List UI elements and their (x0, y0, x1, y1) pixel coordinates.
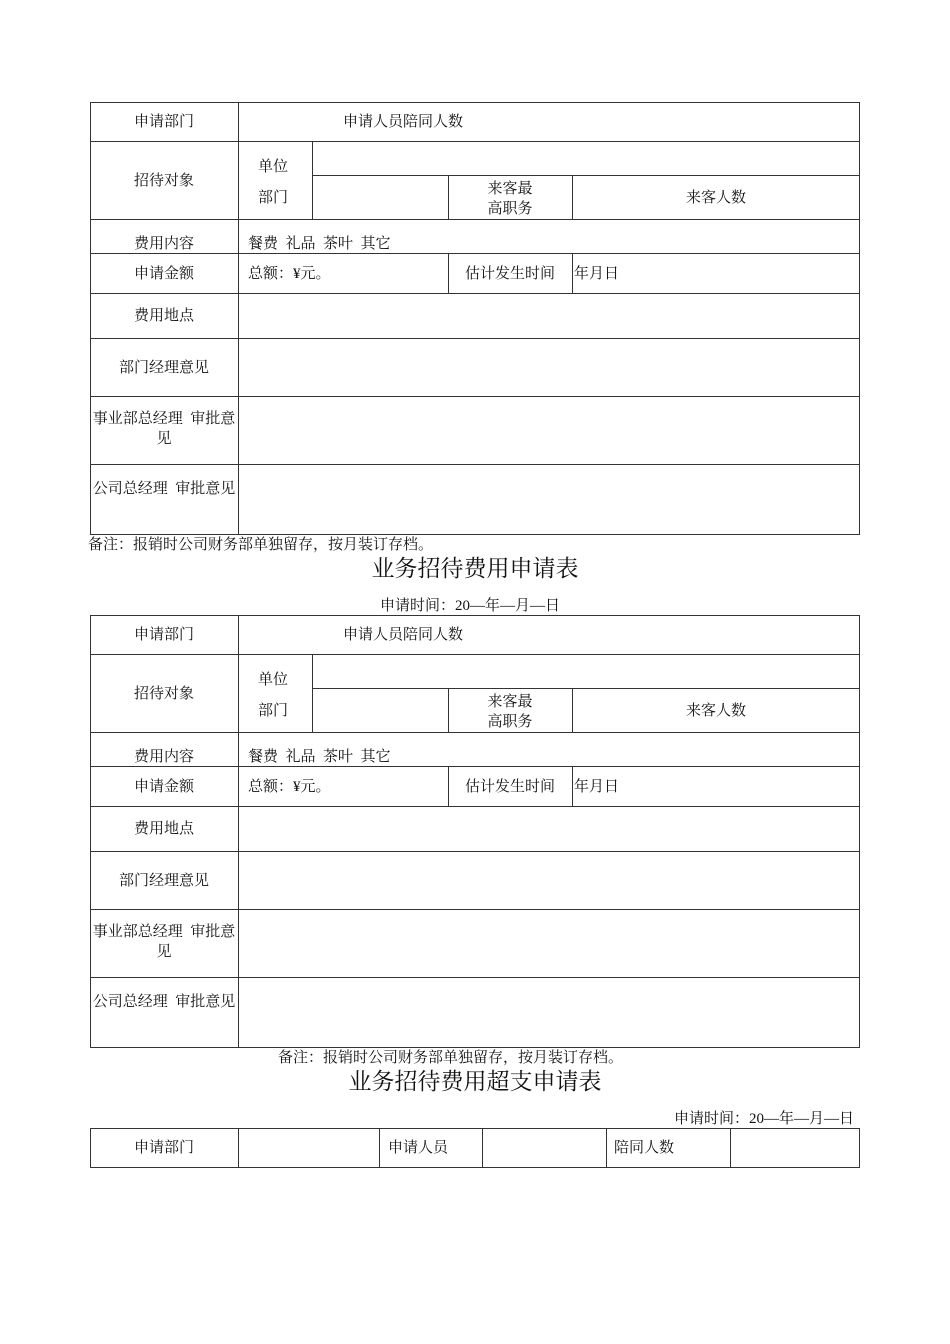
sub-dept-label: 部门 (258, 190, 289, 206)
dept-label: 申请部门 (133, 114, 194, 130)
division-gm-input[interactable] (240, 911, 858, 975)
dept-manager-input[interactable] (240, 853, 858, 907)
unit-input[interactable] (314, 656, 858, 686)
unit-label: 单位 (258, 159, 289, 175)
guest-count-label: 来客人数 (685, 190, 746, 206)
dept-manager-label: 部门经理意见 (118, 873, 209, 889)
division-gm-label: 事业部总经理 审批意见 (92, 411, 236, 447)
dept-label: 申请部门 (133, 627, 194, 643)
overspend-dept-label: 申请部门 (133, 1140, 194, 1156)
amount-label: 申请金额 (133, 266, 194, 282)
form-2 (90, 615, 860, 1048)
place-label: 费用地点 (133, 821, 194, 837)
est-time-label: 估计发生时间 (464, 266, 555, 282)
unit-label: 单位 (258, 672, 289, 688)
place-label: 费用地点 (133, 308, 194, 324)
est-time-label: 估计发生时间 (464, 779, 555, 795)
form-1 (90, 102, 860, 535)
content-value[interactable]: 餐费 礼品 茶叶 其它 (248, 236, 391, 252)
unit-input[interactable] (314, 143, 858, 173)
place-input[interactable] (240, 808, 858, 849)
highest-title-label: 来客最 高职务 (487, 694, 533, 730)
persons-label: 申请人员陪同人数 (342, 114, 463, 130)
form-2-date: 申请时间：20—年—月—日 (380, 598, 561, 614)
guest-label: 招待对象 (133, 173, 194, 189)
division-gm-label: 事业部总经理 审批意见 (92, 924, 236, 960)
amount-label: 申请金额 (133, 779, 194, 795)
overspend-applicant-label: 申请人员 (388, 1140, 449, 1156)
highest-title-label: 来客最 高职务 (487, 181, 533, 217)
overspend-dept-input[interactable] (240, 1130, 377, 1166)
amount-value[interactable]: 总额：¥元。 (248, 266, 331, 282)
overspend-applicant-input[interactable] (484, 1130, 604, 1166)
company-gm-input[interactable] (240, 979, 858, 1046)
content-value[interactable]: 餐费 礼品 茶叶 其它 (248, 749, 391, 765)
form-1-note: 备注：报销时公司财务部单独留存，按月装订存档。 (88, 537, 434, 553)
overspend-form (90, 1128, 860, 1168)
sub-dept-input[interactable] (314, 177, 446, 217)
overspend-accompany-label: 陪同人数 (614, 1140, 675, 1156)
overspend-date: 申请时间：20—年—月—日 (674, 1111, 855, 1127)
division-gm-input[interactable] (240, 398, 858, 462)
sub-dept-input[interactable] (314, 690, 446, 730)
company-gm-input[interactable] (240, 466, 858, 533)
est-time-value[interactable]: 年月日 (574, 779, 620, 795)
persons-label: 申请人员陪同人数 (342, 627, 463, 643)
guest-label: 招待对象 (133, 686, 194, 702)
sub-dept-label: 部门 (258, 703, 289, 719)
content-label: 费用内容 (133, 236, 194, 252)
guest-count-label: 来客人数 (685, 703, 746, 719)
company-gm-label: 公司总经理 审批意见 (92, 481, 236, 497)
dept-manager-label: 部门经理意见 (118, 360, 209, 376)
overspend-title: 业务招待费用超支申请表 (348, 1069, 602, 1094)
company-gm-label: 公司总经理 审批意见 (92, 994, 236, 1010)
form-2-title: 业务招待费用申请表 (371, 556, 579, 581)
est-time-value[interactable]: 年月日 (574, 266, 620, 282)
amount-value[interactable]: 总额：¥元。 (248, 779, 331, 795)
dept-manager-input[interactable] (240, 340, 858, 394)
overspend-accompany-input[interactable] (732, 1130, 858, 1166)
place-input[interactable] (240, 295, 858, 336)
form-2-note: 备注：报销时公司财务部单独留存，按月装订存档。 (278, 1050, 624, 1066)
content-label: 费用内容 (133, 749, 194, 765)
